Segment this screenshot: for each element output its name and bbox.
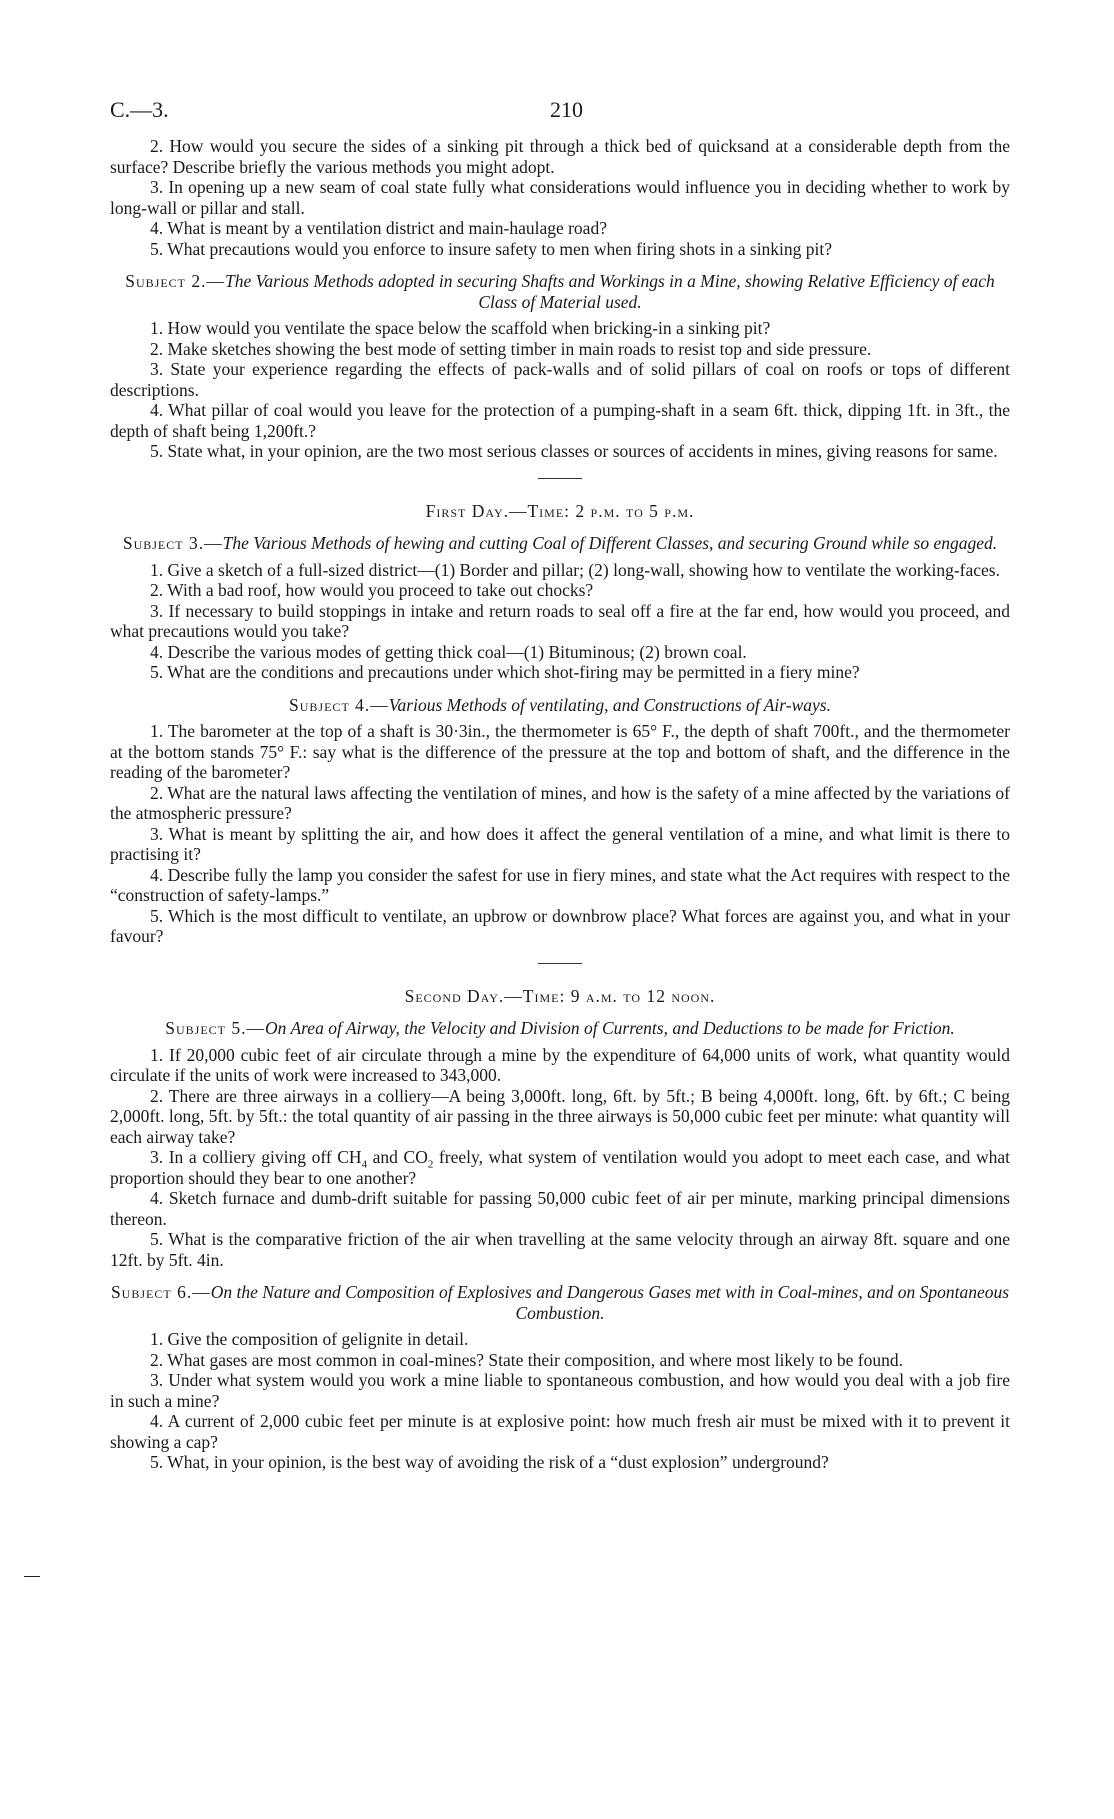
question: 4. Describe the various modes of getting thick coal—(1) Bituminous; (2) brown coal. (150, 641, 747, 662)
subject-heading (110, 695, 1010, 716)
document-code: C.—3. (110, 97, 169, 122)
question: 2. How would you secure the sides of a sinking pit through a thick bed of quicksand at a considerable depth from the surface? Describe briefly the various methods you might adopt. (110, 136, 1010, 177)
question: 5. State what, in your opinion, are the two most serious classes or sources of accidents in mines, giving reasons for same. (150, 441, 998, 461)
section-divider (538, 478, 582, 479)
question-text: freely, what system of ventilation would you adopt to meet each case, and what proportion should they bear to one another? (110, 1147, 1011, 1188)
subscript: 4 (361, 1158, 368, 1171)
question (110, 1147, 1010, 1188)
question: 3. In opening up a new seam of coal state fully what considerations would influence you in deciding whether to work by long-wall or pillar and stall. (110, 177, 1010, 218)
subject-title: The Various Methods adopted in securing Shafts and Workings in a Mine, showing Relative Efficiency of each Class of Material used. (225, 271, 995, 312)
subscript: 2 (427, 1158, 434, 1171)
subject-label: Subject 5.— (165, 1018, 265, 1038)
question: 1. How would you ventilate the space below the scaffold when bricking-in a sinking pit? (150, 318, 771, 338)
question: 3. If necessary to build stoppings in intake and return roads to seal off a fire at the far end, how would you proceed, and what precautions would you take? (110, 600, 1010, 641)
page-header (110, 97, 1010, 136)
question: 3. State your experience regarding the effects of pack-walls and of solid pillars of coal on roofs or tops of different descriptions. (110, 359, 1010, 400)
subject-label: Subject 2.— (125, 271, 225, 291)
question: 3. Under what system would you work a mine liable to spontaneous combustion, and how would you deal with a job fire in such a mine? (110, 1370, 1010, 1411)
question: 1. The barometer at the top of a shaft is 30·3in., the thermometer is 65° F., the depth of shaft 700ft., and the thermometer at the bottom stands 75° F.: say what is the difference of the pressure at the top and bottom of shaft, and the difference in the reading of the barometer? (110, 721, 1010, 782)
day-heading: Second Day.—Time: 9 a.m. to 12 noon. (404, 985, 716, 1006)
question: 1. Give a sketch of a full-sized district—(1) Border and pillar; (2) long-wall, showing how to ventilate the working-faces. (150, 559, 1000, 580)
question: 3. What is meant by splitting the air, and how does it affect the general ventilation of a mine, and what limit is there to practising it? (110, 823, 1010, 864)
question: 5. What precautions would you enforce to insure safety to men when firing shots in a sinking pit? (150, 238, 833, 259)
question: 4. What pillar of coal would you leave for the protection of a pumping-shaft in a seam 6ft. thick, dipping 1ft. in 3ft., the depth of shaft being 1,200ft.? (110, 400, 1010, 441)
question: 5. Which is the most difficult to ventilate, an upbrow or downbrow place? What forces are against you, and what in your favour? (110, 905, 1010, 946)
subject-heading (110, 533, 1010, 554)
subject-label: Subject 4.— (289, 694, 389, 715)
subject-heading (110, 1018, 1010, 1039)
subject-2-questions (110, 318, 1010, 462)
question: 2. What gases are most common in coal-mines? State their composition, and where most likely to be found. (150, 1349, 903, 1370)
section-divider (538, 963, 582, 964)
question: 1. Give the composition of gelignite in detail. (150, 1329, 469, 1349)
question: 2. What are the natural laws affecting the ventilation of mines, and how is the safety of a mine affected by the variations of the atmospheric pressure? (110, 782, 1010, 823)
question: 5. What is the comparative friction of the air when travelling at the same velocity through an airway 8ft. square and one 12ft. by 5ft. 4in. (110, 1229, 1010, 1270)
question: 4. Describe fully the lamp you consider the safest for use in fiery mines, and state what the Act requires with respect to the “construction of safety-lamps.” (110, 864, 1010, 905)
question: 2. Make sketches showing the best mode of setting timber in main roads to resist top and side pressure. (150, 338, 872, 359)
question: 4. Sketch furnace and dumb-drift suitable for passing 50,000 cubic feet of air per minute, marking principal dimensions thereon. (110, 1188, 1010, 1229)
question: 4. What is meant by a ventilation district and main-haulage road? (150, 218, 607, 238)
day-heading: First Day.—Time: 2 p.m. to 5 p.m. (425, 500, 695, 521)
question: 5. What, in your opinion, is the best way of avoiding the risk of a “dust explosion” underground? (150, 1452, 829, 1472)
question: 5. What are the conditions and precautions under which shot-firing may be permitted in a fiery mine? (150, 662, 860, 682)
subject-label: Subject 6.— (110, 1282, 211, 1302)
subject-label: Subject 3.— (122, 533, 223, 553)
question-text: and CO (367, 1147, 428, 1167)
subject-6-questions (110, 1329, 1010, 1473)
subject-heading (110, 1282, 1010, 1323)
subject-1-questions (110, 136, 1010, 259)
page (110, 97, 1011, 1473)
question: 4. A current of 2,000 cubic feet per minute is at explosive point: how much fresh air must be mixed with it to prevent it showing a cap? (110, 1411, 1010, 1452)
subject-title: On Area of Airway, the Velocity and Division of Currents, and Deductions to be made for Friction. (265, 1018, 955, 1038)
subject-4-questions (110, 721, 1010, 947)
question: 2. There are three airways in a colliery—A being 3,000ft. long, 6ft. by 5ft.; B being 4,000ft. long, 6ft. by 6ft.; C being 2,000ft. long, 5ft. by 5ft.: the total quantity of air passing in the three airways is 50,000 cubic feet per minute: what quantity will each airway take? (110, 1085, 1010, 1147)
subject-3-questions (110, 560, 1010, 683)
margin-dash (24, 1576, 40, 1577)
question-text: 3. In a colliery giving off CH (150, 1147, 362, 1167)
subject-title: The Various Methods of hewing and cutting Coal of Different Classes, and securing Ground while so engaged. (222, 533, 998, 553)
page-number: 210 (550, 97, 583, 122)
subject-title: Various Methods of ventilating, and Constructions of Air-ways. (388, 694, 831, 715)
question: 2. With a bad roof, how would you proceed to take out chocks? (150, 580, 594, 600)
subject-5-questions (110, 1045, 1010, 1271)
subject-title: On the Nature and Composition of Explosives and Dangerous Gases met with in Coal-mines, and on Spontaneous Combustion. (210, 1282, 1010, 1323)
question: 1. If 20,000 cubic feet of air circulate through a mine by the expenditure of 64,000 units of work, what quantity would circulate if the units of work were increased to 343,000. (110, 1044, 1010, 1085)
subject-heading (110, 271, 1010, 312)
